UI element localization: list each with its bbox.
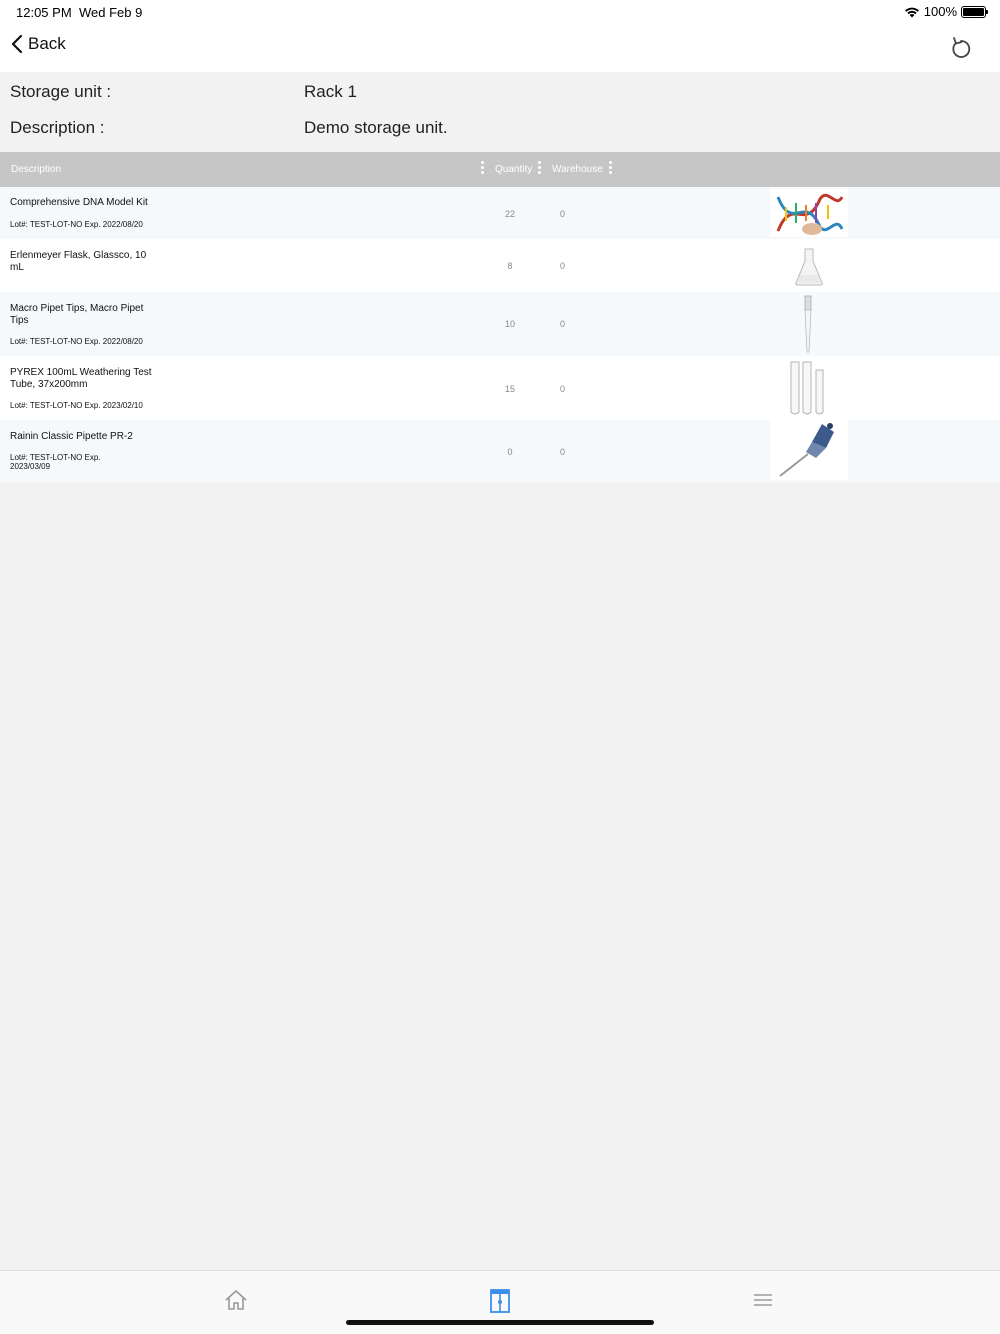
battery-percent: 100%	[923, 4, 957, 19]
storage-icon	[489, 1288, 511, 1314]
item-name: Erlenmeyer Flask, Glassco, 10 mL	[10, 250, 147, 273]
pipette-image	[770, 420, 848, 480]
description-label: Description :	[10, 118, 105, 137]
status-date: Wed Feb 9	[79, 5, 143, 20]
item-quantity: 0	[507, 447, 513, 457]
column-header-warehouse[interactable]: Warehouse	[552, 164, 603, 175]
item-quantity: 15	[504, 384, 515, 394]
column-resize-handle-icon[interactable]	[538, 161, 542, 176]
tab-home[interactable]	[224, 1289, 248, 1316]
item-quantity: 22	[504, 209, 515, 219]
column-header-quantity[interactable]: Quantity	[495, 164, 533, 175]
back-label: Back	[28, 34, 66, 53]
storage-unit-label: Storage unit :	[10, 82, 112, 101]
column-header-description[interactable]: Description	[11, 164, 62, 175]
home-indicator[interactable]	[346, 1320, 654, 1325]
item-warehouse: 0	[560, 209, 566, 219]
column-resize-handle-icon[interactable]	[609, 161, 613, 176]
flask-image	[770, 245, 848, 287]
wifi-icon	[904, 6, 920, 18]
pipet-tip-image	[770, 294, 848, 354]
tab-menu[interactable]	[752, 1293, 774, 1312]
item-lot: Lot#: TEST-LOT-NO Exp. 2022/08/20	[10, 337, 143, 346]
table-row[interactable]	[0, 292, 1000, 356]
item-warehouse: 0	[560, 447, 566, 457]
storage-info-panel	[0, 72, 1000, 152]
test-tube-image	[770, 360, 848, 418]
refresh-icon	[950, 36, 972, 60]
table-row[interactable]	[0, 420, 1000, 482]
item-lot: Lot#: TEST-LOT-NO Exp. 2023/03/09	[10, 453, 101, 471]
back-button[interactable]	[10, 34, 66, 54]
home-icon	[224, 1289, 248, 1311]
item-name: Macro Pipet Tips, Macro Pipet Tips	[10, 303, 144, 326]
item-warehouse: 0	[560, 384, 566, 394]
status-bar	[0, 0, 1000, 26]
table-row[interactable]	[0, 239, 1000, 292]
column-resize-handle-icon[interactable]	[481, 161, 485, 176]
table-header	[0, 152, 1000, 187]
battery-icon	[961, 6, 986, 18]
table-row[interactable]	[0, 187, 1000, 239]
item-quantity: 8	[507, 261, 513, 271]
item-warehouse: 0	[560, 261, 566, 271]
chevron-left-icon	[10, 34, 24, 54]
tab-storage[interactable]	[489, 1288, 511, 1319]
status-time: 12:05 PM	[16, 5, 72, 20]
refresh-button[interactable]	[950, 36, 972, 65]
description-value: Demo storage unit.	[304, 118, 448, 137]
item-warehouse: 0	[560, 319, 566, 329]
menu-icon	[752, 1293, 774, 1307]
item-name: Rainin Classic Pipette PR-2	[10, 431, 133, 442]
item-name: PYREX 100mL Weathering Test Tube, 37x200mm	[10, 367, 152, 390]
storage-unit-value: Rack 1	[304, 82, 357, 101]
item-name: Comprehensive DNA Model Kit	[10, 197, 148, 208]
dna-model-image	[770, 189, 848, 237]
nav-bar	[0, 26, 1000, 72]
item-lot: Lot#: TEST-LOT-NO Exp. 2023/02/10	[10, 401, 143, 410]
item-quantity: 10	[504, 319, 515, 329]
table-row[interactable]	[0, 356, 1000, 420]
item-lot: Lot#: TEST-LOT-NO Exp. 2022/08/20	[10, 220, 143, 229]
status-indicators	[904, 4, 986, 19]
